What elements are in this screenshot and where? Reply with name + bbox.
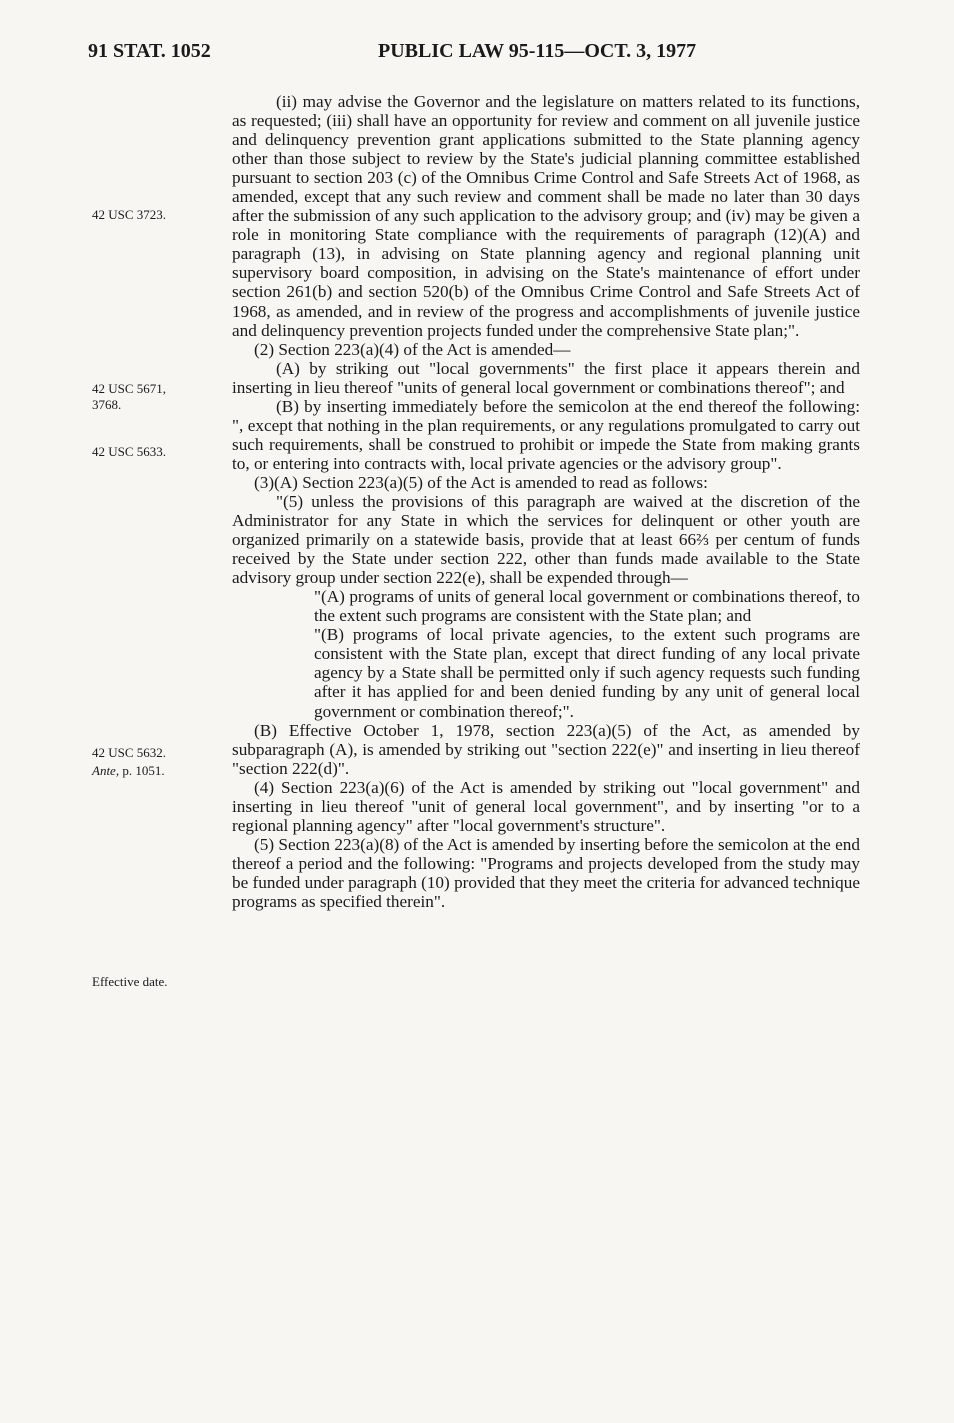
ante-page: p. 1051. (119, 763, 165, 778)
statute-citation: 91 STAT. 1052 (88, 40, 211, 62)
paragraph-3b: (B) Effective October 1, 1978, section 223(a)(5) of the Act, as amended by subparagraph (A), is amended by striking out "section 222(e)" and inserting in lieu thereof "section 222(d)". (232, 720, 860, 778)
page-title: PUBLIC LAW 95-115—OCT. 3, 1977 (378, 40, 697, 62)
quoted-subparagraphs (232, 587, 860, 720)
margin-note-ante (92, 763, 222, 778)
page-header (88, 40, 868, 66)
paragraph-3-quote: "(5) unless the provisions of this paragraph are waived at the discretion of the Administrator for any State in which the services for delinquent or other youth are organized primarily on a statewide basis, provide that at least 66⅔ per centum of funds received by the State under section 222, other than funds made available to the State advisory group under section 222(e), shall be expended through— (232, 491, 860, 588)
paragraph-2b: (B) by inserting immediately before the semicolon at the end thereof the following: ", except that nothing in the plan requirements, or any regulations promulgated to carry out such requirements, shall be construed to prohibit or impede the State from making grants to, or entering into contracts with, local private agencies or the advisory group". (232, 396, 860, 473)
paragraph-ii-iv: (ii) may advise the Governor and the legislature on matters related to its functions, as requested; (iii) shall have an opportunity for review and comment on all juvenile justice and delinquency prevention grant applications submitted to the State planning agency other than those subject to review by the State's judicial planning committee established pursuant to section 203 (c) of the Omnibus Crime Control and Safe Streets Act of 1968, as amended, except that any such review and comment shall be made no later than 30 days after the submission of any such application to the advisory group; and (iv) may be given a role in monitoring State compliance with the requirements of paragraph (12)(A) and paragraph (13), in advising on State planning agency and regional planning unit supervisory board composition, in advising on the State's maintenance of effort under section 261(b) and section 520(b) of the Omnibus Crime Control and Safe Streets Act of 1968, as amended, and in review of the progress and accomplishments of juvenile justice and delinquency prevention projects funded under the comprehensive State plan;". (232, 92, 860, 340)
margin-note-usc-5632: 42 USC 5632. (92, 745, 167, 760)
margin-note-usc-3723: 42 USC 3723. (92, 207, 167, 222)
margin-note-usc-5633: 42 USC 5633. (92, 444, 167, 459)
paragraph-3a: (3)(A) Section 223(a)(5) of the Act is amended to read as follows: (254, 472, 708, 492)
quoted-subparagraph-b: "(B) programs of local private agencies, to the extent such programs are consistent with the State plan, except that direct funding of any local private agency by a State shall be permitted only if such agency requests such funding after it has applied for and been denied funding by any unit of general local government or combination thereof;". (314, 625, 860, 721)
body-text (232, 92, 860, 911)
paragraph-2: (2) Section 223(a)(4) of the Act is amended— (254, 339, 571, 359)
margin-note-usc-3768: 3768. (92, 397, 122, 412)
ante-label: Ante, (92, 763, 120, 778)
paragraph-4: (4) Section 223(a)(6) of the Act is amended by striking out "local government" and inserting in lieu thereof "unit of general local government", and by inserting "or to a regional planning agency" after "local government's structure". (232, 777, 860, 835)
paragraph-2a: (A) by striking out "local governments" the first place it appears therein and inserting in lieu thereof "units of general local government or combinations thereof"; and (232, 358, 860, 397)
margin-note-effective-date: Effective date. (92, 974, 168, 989)
margin-note-usc-5671: 42 USC 5671, (92, 381, 167, 396)
quoted-subparagraph-a: "(A) programs of units of general local government or combinations thereof, to the extent such programs are consistent with the State plan; and (314, 587, 860, 626)
paragraph-5: (5) Section 223(a)(8) of the Act is amended by inserting before the semicolon at the end thereof a period and the following: "Programs and projects developed from the study may be funded under paragraph (10) provided that they meet the criteria for advanced technique programs as specified therein". (232, 834, 860, 911)
